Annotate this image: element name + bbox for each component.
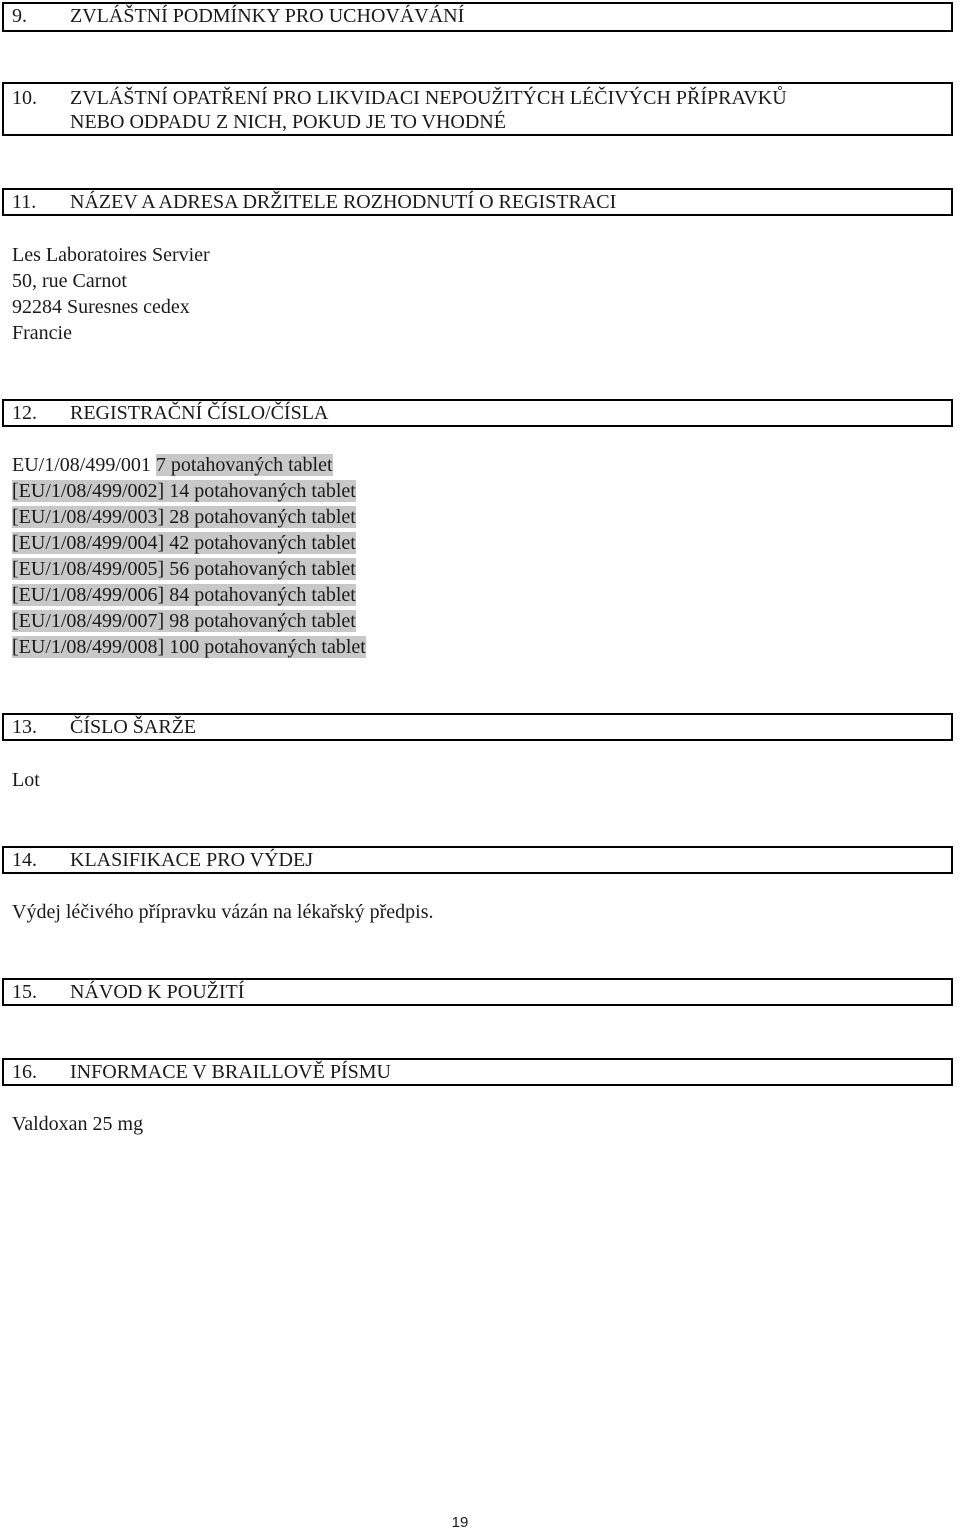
section-number: 13.	[12, 716, 37, 738]
pack-size: 84 potahovaných tablet	[169, 584, 356, 606]
address-line: 50, rue Carnot	[12, 270, 127, 292]
section-10-header	[2, 82, 953, 136]
lot-text	[12, 767, 40, 793]
address-line: Francie	[12, 322, 72, 344]
registration-code: [EU/1/08/499/005]	[12, 558, 165, 580]
pack-size: 56 potahovaných tablet	[169, 558, 356, 580]
section-title: ZVLÁŠTNÍ OPATŘENÍ PRO LIKVIDACI NEPOUŽITÝCH LÉČIVÝCH PŘÍPRAVKŮ	[70, 87, 787, 109]
pack-size: 7 potahovaných tablet	[155, 454, 333, 476]
address-line: 92284 Suresnes cedex	[12, 296, 190, 318]
section-number: 11.	[12, 191, 37, 213]
section-13-header	[2, 713, 953, 741]
registration-row	[12, 530, 366, 556]
section-title: NÁVOD K POUŽITÍ	[70, 981, 245, 1003]
registration-row	[12, 452, 366, 478]
section-number: 16.	[12, 1061, 37, 1083]
section-title: NÁZEV A ADRESA DRŽITELE ROZHODNUTÍ O REGISTRACI	[70, 191, 617, 213]
registration-code: [EU/1/08/499/002]	[12, 480, 165, 502]
section-number: 15.	[12, 981, 37, 1003]
section-title: ZVLÁŠTNÍ PODMÍNKY PRO UCHOVÁVÁNÍ	[70, 5, 465, 27]
pack-size: 100 potahovaných tablet	[169, 636, 366, 658]
registration-row	[12, 634, 366, 660]
section-15-header	[2, 978, 953, 1006]
registration-code: EU/1/08/499/001	[12, 454, 151, 476]
registration-code: [EU/1/08/499/007]	[12, 610, 165, 632]
pack-size: 98 potahovaných tablet	[169, 610, 356, 632]
section-title: KLASIFIKACE PRO VÝDEJ	[70, 849, 313, 871]
registration-code: [EU/1/08/499/003]	[12, 506, 165, 528]
lot-label: Lot	[12, 769, 40, 791]
section-title: REGISTRAČNÍ ČÍSLO/ČÍSLA	[70, 402, 329, 424]
braille-line: Valdoxan 25 mg	[12, 1113, 144, 1135]
registration-row	[12, 504, 366, 530]
section-title-line2: NEBO ODPADU Z NICH, POKUD JE TO VHODNÉ	[70, 111, 506, 133]
registration-code: [EU/1/08/499/004]	[12, 532, 165, 554]
section-number: 9.	[12, 5, 27, 27]
section-14-header	[2, 846, 953, 874]
registration-code: [EU/1/08/499/006]	[12, 584, 165, 606]
registration-list	[12, 452, 366, 660]
section-number: 14.	[12, 849, 37, 871]
section-16-header	[2, 1058, 953, 1086]
registration-row	[12, 582, 366, 608]
registration-row	[12, 556, 366, 582]
section-11-header	[2, 188, 953, 216]
braille-text	[12, 1111, 143, 1137]
section-number: 12.	[12, 402, 37, 424]
classification-text	[12, 899, 434, 925]
section-title: ČÍSLO ŠARŽE	[70, 716, 197, 738]
section-number: 10.	[12, 87, 37, 109]
registration-code: [EU/1/08/499/008]	[12, 636, 165, 658]
section-9-header	[2, 2, 953, 32]
pack-size: 42 potahovaných tablet	[169, 532, 356, 554]
classification-line: Výdej léčivého přípravku vázán na lékařský předpis.	[12, 901, 434, 923]
pack-size: 28 potahovaných tablet	[169, 506, 356, 528]
holder-address	[12, 242, 210, 346]
registration-row	[12, 608, 366, 634]
section-12-header	[2, 399, 953, 427]
address-line: Les Laboratoires Servier	[12, 244, 210, 266]
pack-size: 14 potahovaných tablet	[169, 480, 356, 502]
section-title: INFORMACE V BRAILLOVĚ PÍSMU	[70, 1061, 391, 1083]
page-number: 19	[451, 1514, 469, 1531]
registration-row	[12, 478, 366, 504]
